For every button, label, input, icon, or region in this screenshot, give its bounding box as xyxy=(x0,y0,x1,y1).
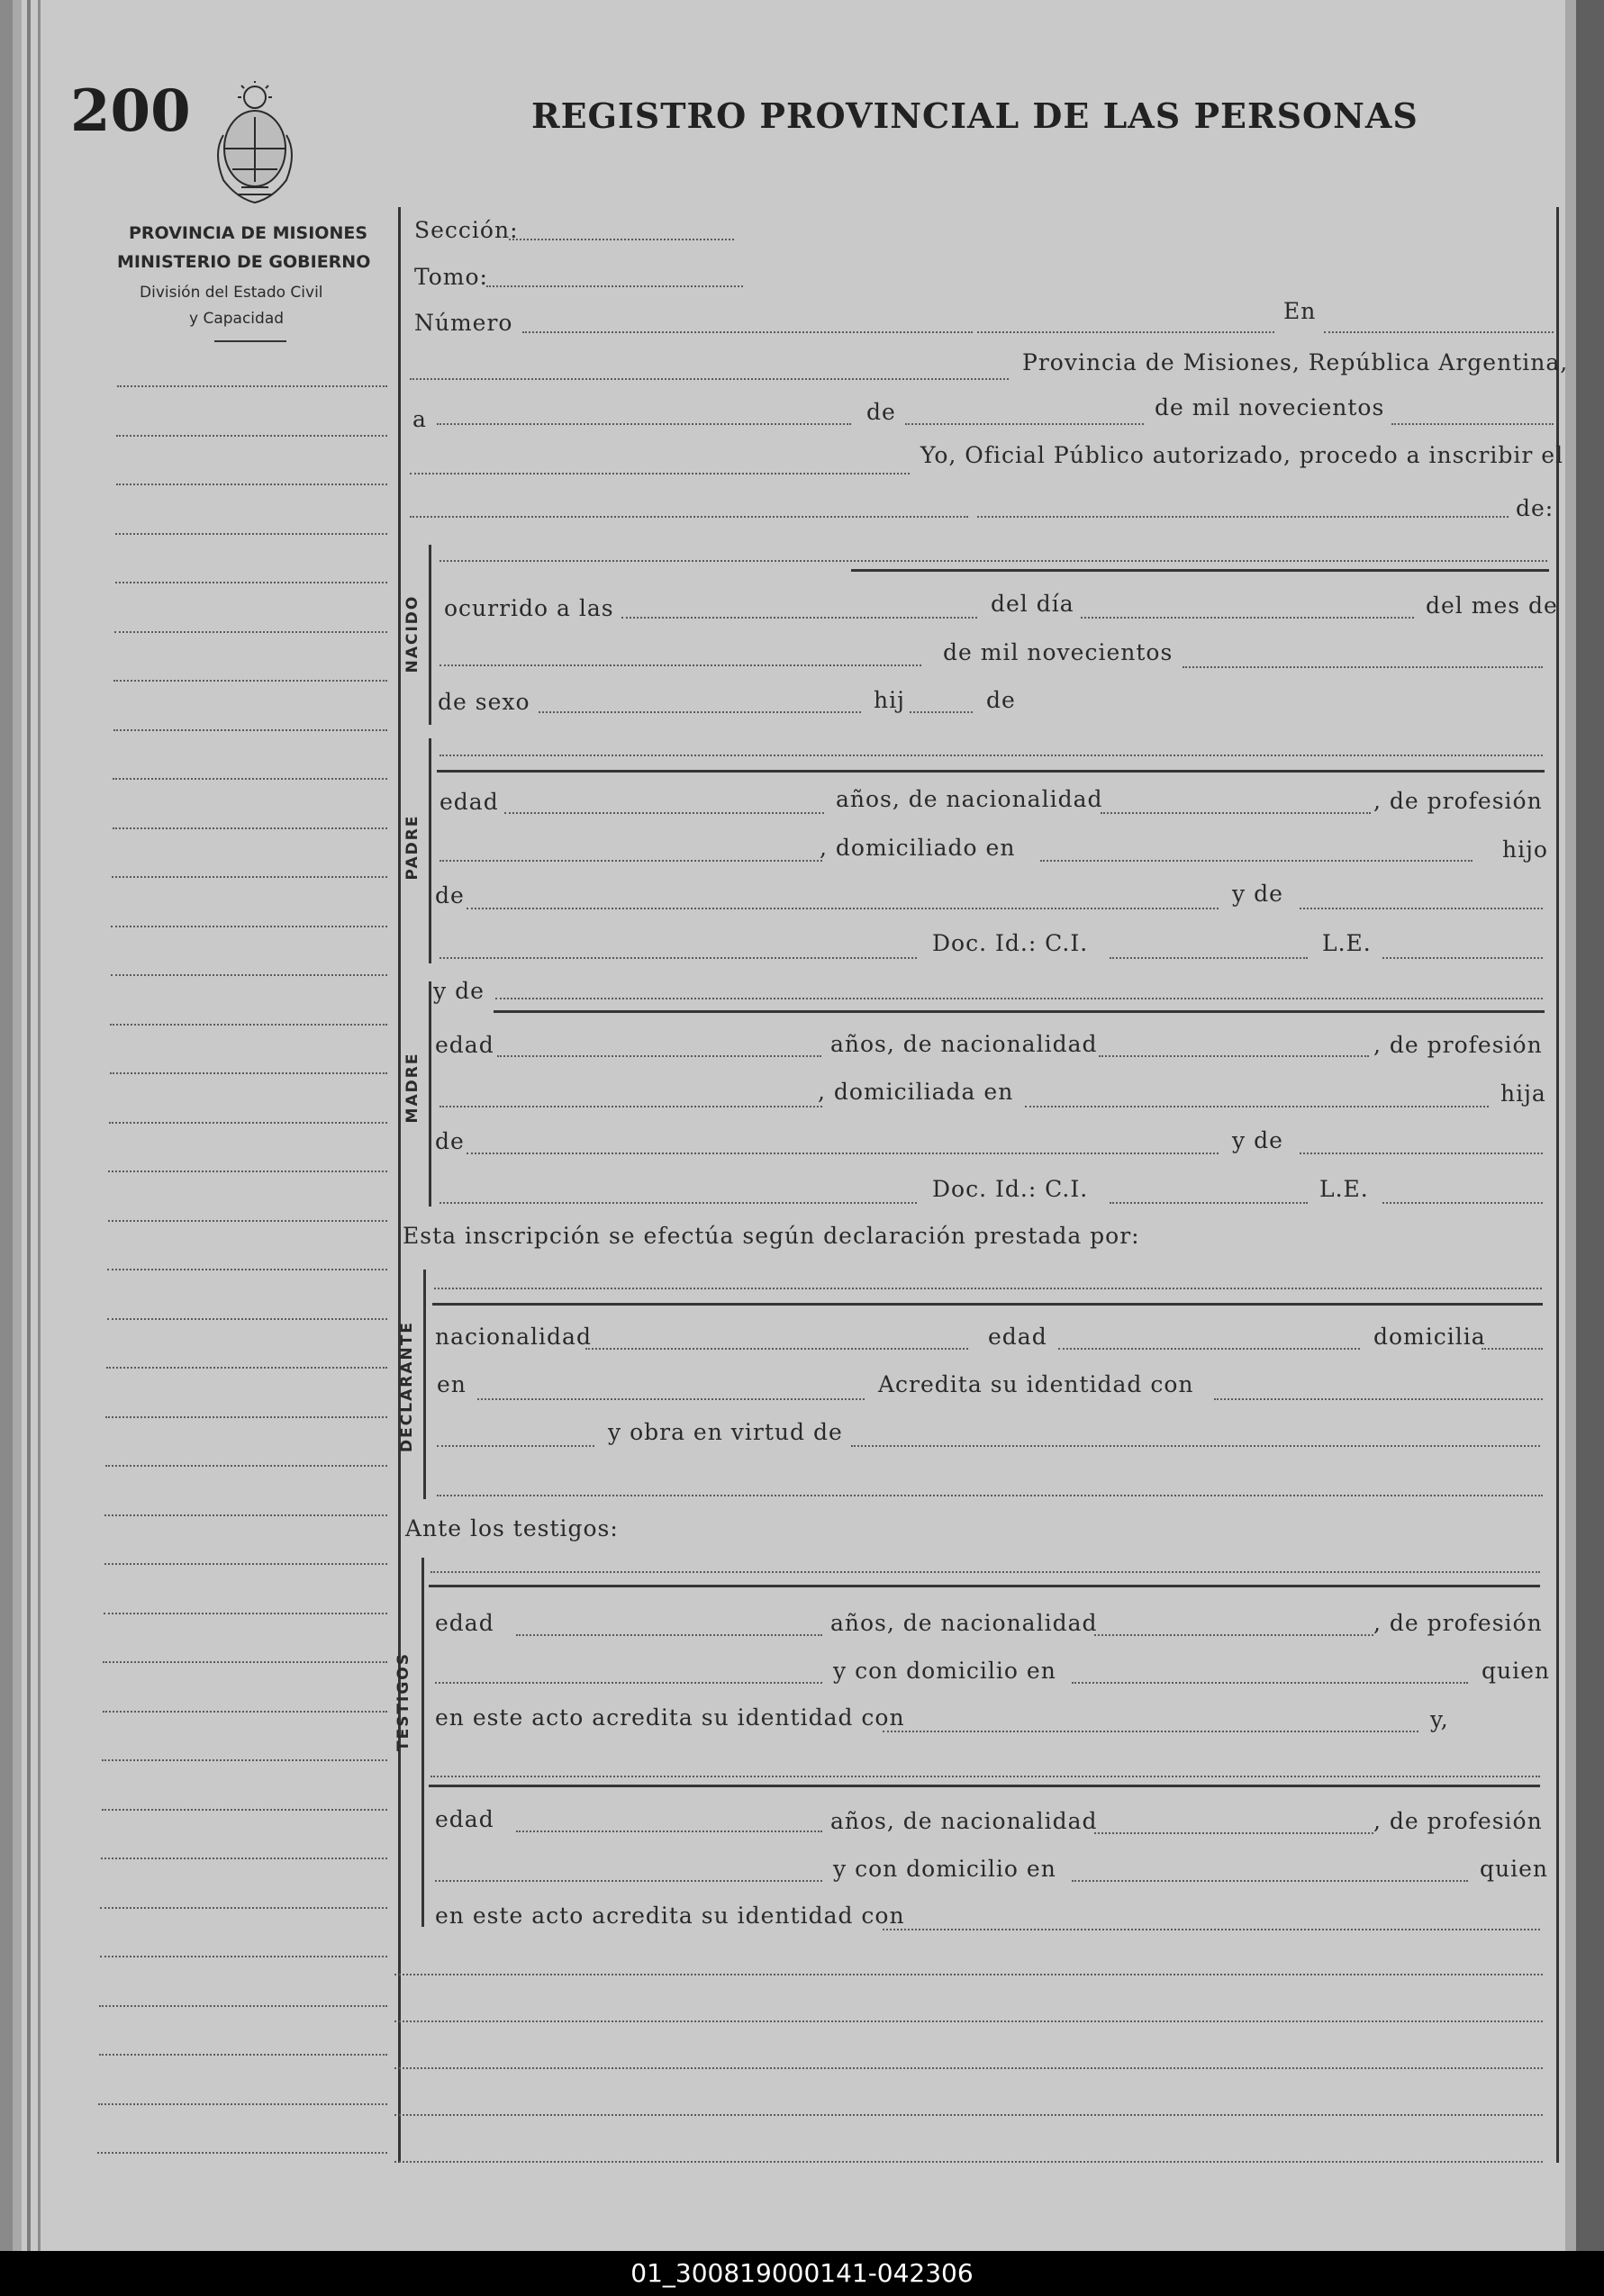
testigo2-identidad-field[interactable] xyxy=(883,1929,1540,1930)
notes-line[interactable] xyxy=(394,2020,1543,2022)
margin-note-line[interactable] xyxy=(98,2103,387,2105)
padre-y-de-label: y de xyxy=(1232,881,1283,907)
declarante-virtud-field[interactable] xyxy=(851,1445,1540,1447)
margin-note-line[interactable] xyxy=(104,1514,387,1516)
binding-edge-left xyxy=(0,0,13,2251)
testigo1-profesion-label: , de profesión xyxy=(1373,1610,1543,1636)
madre-le-label: L.E. xyxy=(1319,1176,1369,1202)
sexo-field[interactable] xyxy=(539,711,861,713)
main-left-rule xyxy=(398,207,401,2163)
dia-field[interactable] xyxy=(437,423,851,425)
padre-extra-field[interactable] xyxy=(440,957,917,959)
testigos-rule-2 xyxy=(429,1785,1540,1787)
padre-name-field[interactable] xyxy=(440,755,1543,756)
margin-note-line[interactable] xyxy=(108,1171,387,1172)
testigo2-domicilio-field[interactable] xyxy=(1072,1880,1468,1882)
padre-domicilio-field[interactable] xyxy=(1040,860,1473,862)
padre-le-label: L.E. xyxy=(1322,930,1372,956)
notes-line[interactable] xyxy=(394,2067,1543,2069)
nacido-rule xyxy=(851,569,1549,572)
declarante-domicilia-field[interactable] xyxy=(1482,1348,1543,1350)
testigos-rule-1 xyxy=(429,1585,1540,1587)
madre-abuelo-field[interactable] xyxy=(467,1153,1219,1154)
page-stack-line-2 xyxy=(38,0,41,2251)
binding-edge-right xyxy=(1576,0,1604,2251)
declarante-rule xyxy=(432,1303,1543,1306)
testigos-bracket xyxy=(421,1558,424,1927)
margin-note-line[interactable] xyxy=(99,2005,387,2007)
dia-nac-field[interactable] xyxy=(1081,617,1414,619)
inscribir-field-1[interactable] xyxy=(410,516,968,518)
madre-domicilio-field[interactable] xyxy=(1025,1106,1489,1107)
sexo-label: de sexo xyxy=(438,689,530,715)
a-label: a xyxy=(412,406,427,432)
binding-edge-left-inner xyxy=(13,0,22,2251)
testigo1-quien-label: quien xyxy=(1482,1658,1550,1684)
declarante-identidad-field[interactable] xyxy=(1214,1398,1543,1400)
padre-rule xyxy=(437,770,1545,773)
testigos-section-label: TESTIGOS xyxy=(394,1651,412,1752)
page-number: 200 xyxy=(70,77,191,145)
margin-note-line[interactable] xyxy=(102,1809,387,1811)
declarante-section-label: DECLARANTE xyxy=(398,1321,416,1452)
testigo1-acredita-label: en este acto acredita su identidad con xyxy=(435,1704,905,1731)
padre-domiciliado-label: , domiciliado en xyxy=(820,835,1016,861)
testigo1-profesion-field[interactable] xyxy=(435,1682,822,1684)
margin-note-line[interactable] xyxy=(117,385,387,387)
numero-label: Número xyxy=(414,310,513,336)
testigo1-nacionalidad-field[interactable] xyxy=(1094,1634,1373,1636)
padre-edad-label: edad xyxy=(440,789,499,815)
margin-note-line[interactable] xyxy=(113,778,387,780)
margin-note-line[interactable] xyxy=(104,1563,387,1565)
margin-note-line[interactable] xyxy=(108,1220,387,1222)
mil-novecientos-label: de mil novecientos xyxy=(1155,394,1385,420)
padre-anios-label: años, de nacionalidad xyxy=(836,786,1103,812)
mil-novecientos-nac-label: de mil novecientos xyxy=(943,639,1174,665)
madre-hija-label: hija xyxy=(1500,1080,1546,1107)
testigo1-domicilio-field[interactable] xyxy=(1072,1682,1468,1684)
yo-label: Yo, Oficial Público autorizado, procedo a inscribir el xyxy=(920,442,1564,468)
declarante-nacionalidad-field[interactable] xyxy=(585,1348,968,1350)
main-right-rule xyxy=(1556,207,1559,2163)
declarante-caracter-field[interactable] xyxy=(437,1445,594,1447)
madre-y-de-2-label: y de xyxy=(1232,1127,1283,1153)
padre-profesion-field[interactable] xyxy=(440,860,822,862)
madre-extra-field[interactable] xyxy=(440,1202,917,1204)
hij-field[interactable] xyxy=(910,711,973,713)
madre-edad-label: edad xyxy=(435,1032,494,1058)
numero-field-2[interactable] xyxy=(977,331,1274,333)
page-stack-line-1 xyxy=(27,0,31,2251)
margin-note-line[interactable] xyxy=(110,1072,387,1074)
margin-note-line[interactable] xyxy=(105,1465,387,1467)
testigo1-y-label: y, xyxy=(1430,1706,1449,1732)
testigo1-domicilio-label: y con domicilio en xyxy=(833,1658,1056,1684)
testigo2-edad-field[interactable] xyxy=(516,1830,822,1832)
page-title: REGISTRO PROVINCIAL DE LAS PERSONAS xyxy=(531,95,1418,136)
del-mes-label: del mes de xyxy=(1426,592,1558,619)
coat-of-arms-icon xyxy=(205,81,304,212)
declarante-bracket xyxy=(423,1270,426,1499)
tomo-label: Tomo: xyxy=(414,264,488,290)
madre-section-label: MADRE xyxy=(403,1052,421,1124)
madre-rule xyxy=(494,1010,1545,1013)
margin-note-line[interactable] xyxy=(115,533,387,535)
testigo2-nacionalidad-field[interactable] xyxy=(1094,1832,1373,1834)
padre-le-field[interactable] xyxy=(1382,957,1543,959)
provincia-label: Provincia de Misiones, República Argentina, xyxy=(1022,349,1569,375)
nac-de-label: de xyxy=(986,687,1016,713)
madre-ci-field[interactable] xyxy=(1110,1202,1308,1204)
padre-ci-field[interactable] xyxy=(1110,957,1308,959)
en-field[interactable] xyxy=(1324,331,1554,333)
testigo1-name-field[interactable] xyxy=(430,1571,1540,1573)
inscribir-field-2[interactable] xyxy=(977,516,1509,518)
testigo2-anios-label: años, de nacionalidad xyxy=(830,1808,1098,1834)
hora-field[interactable] xyxy=(410,473,910,475)
padre-profesion-label: , de profesión xyxy=(1373,788,1543,814)
testigo1-edad-label: edad xyxy=(435,1610,494,1636)
margin-note-line[interactable] xyxy=(114,631,387,633)
padre-section-label: PADRE xyxy=(403,814,421,881)
declaracion-label: Esta inscripción se efectúa según declaración prestada por: xyxy=(403,1223,1140,1249)
testigo2-edad-label: edad xyxy=(435,1806,494,1832)
testigo2-quien-label: quien xyxy=(1480,1856,1548,1882)
en-label: En xyxy=(1283,298,1317,324)
declarante-obra-label: y obra en virtud de xyxy=(608,1419,843,1445)
tomo-field[interactable] xyxy=(486,285,743,287)
margin-note-line[interactable] xyxy=(105,1416,387,1418)
hora-nac-field[interactable] xyxy=(621,617,977,619)
padre-abuela-field[interactable] xyxy=(1300,908,1543,909)
madre-domiciliada-label: , domiciliada en xyxy=(818,1079,1014,1105)
madre-anios-label: años, de nacionalidad xyxy=(830,1031,1098,1057)
madre-edad-field[interactable] xyxy=(497,1055,821,1057)
mes-nac-field[interactable] xyxy=(440,664,921,666)
margin-note-line[interactable] xyxy=(102,1759,387,1761)
madre-y-de-label: y de xyxy=(433,978,485,1004)
padre-hijo-label: hijo xyxy=(1502,836,1548,863)
de-label: de xyxy=(866,399,896,425)
nacido-section-label: NACIDO xyxy=(403,594,421,673)
margin-note-line[interactable] xyxy=(107,1269,387,1270)
margin-note-line[interactable] xyxy=(116,484,387,485)
testigo2-acredita-label: en este acto acredita su identidad con xyxy=(435,1903,905,1929)
agency-province: PROVINCIA DE MISIONES xyxy=(129,223,368,243)
margin-note-line[interactable] xyxy=(113,680,387,682)
numero-field[interactable] xyxy=(522,331,973,333)
testigo1-identidad-field[interactable] xyxy=(883,1731,1418,1732)
nacido-name-field[interactable] xyxy=(440,560,1547,562)
padre-nacionalidad-field[interactable] xyxy=(1101,812,1371,814)
margin-note-line[interactable] xyxy=(115,582,387,583)
agency-ministry: MINISTERIO DE GOBIERNO xyxy=(117,252,371,272)
declarante-acredita-label: Acredita su identidad con xyxy=(878,1371,1194,1397)
declarante-extra-field[interactable] xyxy=(437,1495,1543,1496)
padre-edad-field[interactable] xyxy=(504,812,824,814)
binding-edge-right-inner xyxy=(1565,0,1576,2251)
anio-field[interactable] xyxy=(1391,423,1554,425)
margin-note-line[interactable] xyxy=(103,1661,387,1663)
testigo2-profesion-field[interactable] xyxy=(435,1880,822,1882)
margin-note-line[interactable] xyxy=(112,876,387,878)
declarante-edad-label: edad xyxy=(988,1324,1047,1350)
del-dia-label: del día xyxy=(991,591,1074,617)
margin-note-line[interactable] xyxy=(113,729,387,731)
margin-note-line[interactable] xyxy=(103,1711,387,1713)
declarante-name-field[interactable] xyxy=(434,1288,1542,1289)
hij-label: hij xyxy=(874,687,905,713)
ocurrido-label: ocurrido a las xyxy=(444,595,614,621)
madre-abuela-field[interactable] xyxy=(1300,1153,1543,1154)
margin-note-line[interactable] xyxy=(110,1024,387,1026)
margin-note-line[interactable] xyxy=(111,974,387,976)
testigo1-edad-field[interactable] xyxy=(516,1634,822,1636)
declarante-edad-field[interactable] xyxy=(1058,1348,1360,1350)
testigo2-domicilio-label: y con domicilio en xyxy=(833,1856,1056,1882)
madre-bracket xyxy=(429,981,431,1207)
padre-de-label: de xyxy=(435,882,465,908)
madre-de-label: de xyxy=(435,1128,465,1154)
testigo2-name-field[interactable] xyxy=(430,1776,1540,1777)
de-colon-label: de: xyxy=(1516,495,1554,521)
margin-note-line[interactable] xyxy=(111,926,387,927)
margin-note-line[interactable] xyxy=(116,435,387,437)
nacido-bracket xyxy=(429,545,431,725)
madre-profesion-field[interactable] xyxy=(440,1106,822,1107)
file-id-footer: 01_300819000141-042306 xyxy=(0,2251,1604,2296)
madre-name-field[interactable] xyxy=(495,998,1543,999)
declarante-domicilio-field[interactable] xyxy=(477,1398,865,1400)
anio-nac-field[interactable] xyxy=(1183,666,1543,668)
madre-doc-label: Doc. Id.: C.I. xyxy=(932,1176,1089,1202)
testigo2-profesion-label: , de profesión xyxy=(1373,1808,1543,1834)
lugar-field[interactable] xyxy=(410,378,1009,380)
testigo1-anios-label: años, de nacionalidad xyxy=(830,1610,1098,1636)
notes-line[interactable] xyxy=(394,2161,1543,2163)
padre-doc-label: Doc. Id.: C.I. xyxy=(932,930,1089,956)
margin-note-line[interactable] xyxy=(107,1318,387,1320)
margin-note-line[interactable] xyxy=(100,1907,387,1909)
padre-bracket xyxy=(429,738,431,963)
notes-line[interactable] xyxy=(394,2114,1543,2116)
agency-capacity: y Capacidad xyxy=(189,310,285,328)
margin-note-line[interactable] xyxy=(101,1858,387,1859)
margin-note-line[interactable] xyxy=(100,1956,387,1957)
margin-note-line[interactable] xyxy=(99,2054,387,2056)
margin-note-line[interactable] xyxy=(106,1367,387,1369)
margin-note-line[interactable] xyxy=(109,1122,387,1124)
madre-profesion-label: , de profesión xyxy=(1373,1032,1543,1058)
notes-line[interactable] xyxy=(394,1974,1543,1975)
padre-abuelo-field[interactable] xyxy=(467,908,1219,909)
seccion-label: Sección: xyxy=(414,217,519,243)
mes-field[interactable] xyxy=(905,423,1144,425)
agency-division: División del Estado Civil xyxy=(140,284,323,302)
declarante-nacionalidad-label: nacionalidad xyxy=(435,1324,592,1350)
ante-testigos-label: Ante los testigos: xyxy=(405,1515,619,1541)
declarante-en-label: en xyxy=(437,1371,467,1397)
seccion-field[interactable] xyxy=(509,239,734,240)
declarante-domicilia-label: domicilia xyxy=(1373,1324,1486,1350)
margin-note-line[interactable] xyxy=(113,827,387,829)
margin-note-line[interactable] xyxy=(97,2152,387,2154)
madre-nacionalidad-field[interactable] xyxy=(1099,1055,1369,1057)
margin-note-line[interactable] xyxy=(104,1613,387,1614)
agency-rule xyxy=(214,340,286,342)
madre-le-field[interactable] xyxy=(1382,1202,1543,1204)
